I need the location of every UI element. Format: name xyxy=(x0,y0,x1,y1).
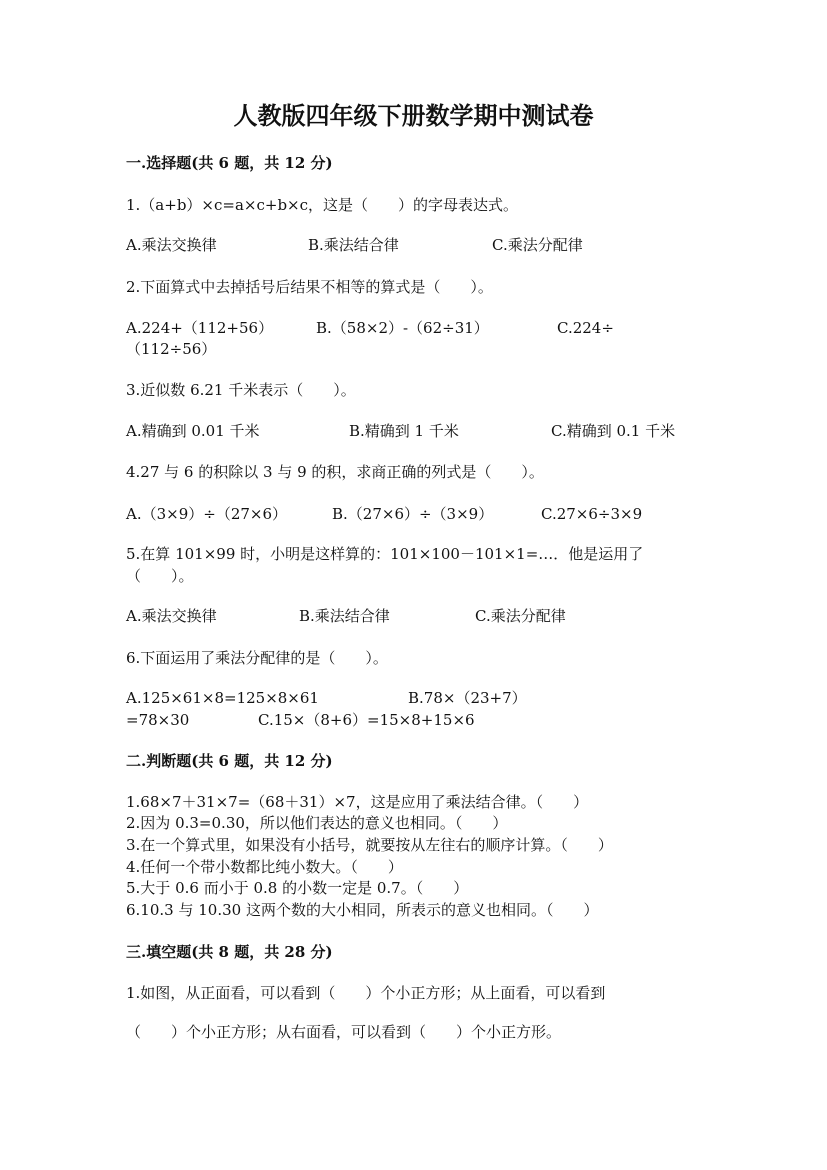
question-stem: 2.下面算式中去掉括号后结果不相等的算式是（ ）。 xyxy=(126,278,493,296)
judgement-item: 4.任何一个带小数都比纯小数大。（ ） xyxy=(126,858,403,876)
question-stem: 1.（a+b）×c=a×c+b×c，这是（ ）的字母表达式。 xyxy=(126,196,519,214)
option-c: C.乘法分配律 xyxy=(475,607,566,625)
section-heading-fill-in: 三.填空题(共 8 题，共 28 分) xyxy=(126,943,333,961)
option-b: B.乘法结合律 xyxy=(308,236,399,254)
question-stem: 4.27 与 6 的积除以 3 与 9 的积，求商正确的列式是（ ）。 xyxy=(126,463,544,481)
judgement-item: 6.10.3 与 10.30 这两个数的大小相同，所表示的意义也相同。（ ） xyxy=(126,901,599,919)
option-b: B.78×（23+7） xyxy=(408,689,527,707)
option-c: C.224÷ xyxy=(557,319,614,337)
question-stem: 6.下面运用了乘法分配律的是（ ）。 xyxy=(126,649,388,667)
option-c-continued: （112÷56） xyxy=(126,340,217,358)
section-heading-judgement: 二.判断题(共 6 题，共 12 分) xyxy=(126,752,333,770)
option-c: C.27×6÷3×9 xyxy=(541,505,643,523)
question-stem: 5.在算 101×99 时，小明是这样算的：101×100－101×1=…．他是运用了 xyxy=(126,545,644,563)
option-a: A.乘法交换律 xyxy=(126,607,217,625)
option-b: B.（58×2）-（62÷31） xyxy=(316,319,489,337)
option-a: A.精确到 0.01 千米 xyxy=(126,422,260,440)
question-stem: 3.近似数 6.21 千米表示（ ）。 xyxy=(126,381,356,399)
option-b: B.精确到 1 千米 xyxy=(349,422,459,440)
option-b: B.乘法结合律 xyxy=(299,607,390,625)
judgement-item: 2.因为 0.3=0.30，所以他们表达的意义也相同。（ ） xyxy=(126,814,508,832)
option-a: A.224+（112+56） xyxy=(126,319,274,337)
section-heading-choice: 一.选择题(共 6 题，共 12 分) xyxy=(126,154,333,172)
option-a: A.乘法交换律 xyxy=(126,236,217,254)
fill-in-question-continued: （ ）个小正方形；从右面看，可以看到（ ）个小正方形。 xyxy=(126,1023,562,1041)
option-b: B.（27×6）÷（3×9） xyxy=(332,505,494,523)
option-c: C.乘法分配律 xyxy=(492,236,583,254)
judgement-item: 1.68×7＋31×7=（68＋31）×7，这是应用了乘法结合律。（ ） xyxy=(126,793,589,811)
option-a: A.125×61×8=125×8×61 xyxy=(126,689,319,707)
exam-title: 人教版四年级下册数学期中测试卷 xyxy=(233,101,594,130)
fill-in-question: 1.如图，从正面看，可以看到（ ）个小正方形；从上面看，可以看到 xyxy=(126,984,606,1002)
judgement-item: 3.在一个算式里，如果没有小括号，就要按从左往右的顺序计算。（ ） xyxy=(126,836,613,854)
question-stem-continued: （ ）。 xyxy=(126,567,194,585)
option-c: C.15×（8+6）=15×8+15×6 xyxy=(258,711,475,729)
option-a: A.（3×9）÷（27×6） xyxy=(126,505,288,523)
option-c: C.精确到 0.1 千米 xyxy=(551,422,676,440)
option-b-continued: =78×30 xyxy=(126,711,190,729)
judgement-item: 5.大于 0.6 而小于 0.8 的小数一定是 0.7。（ ） xyxy=(126,879,469,897)
